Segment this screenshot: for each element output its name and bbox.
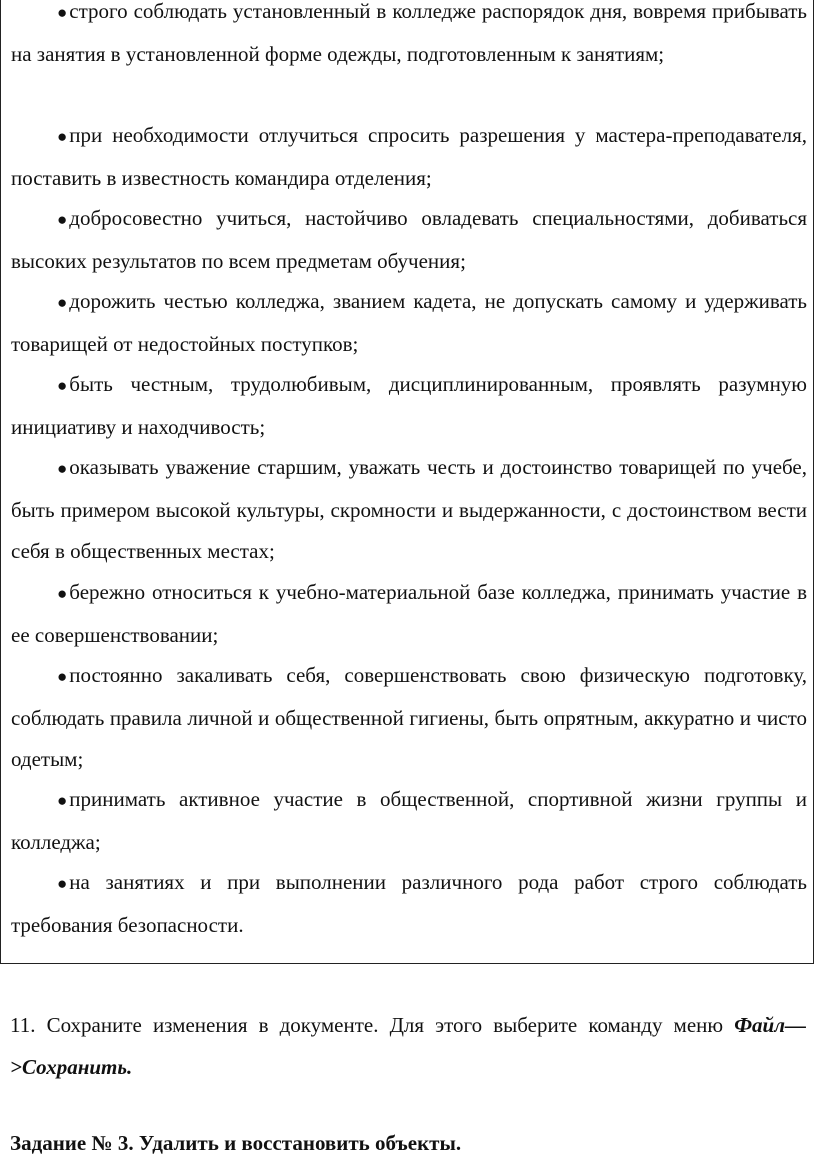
bullet-icon: ●: [57, 584, 68, 603]
rule-text: постоянно закаливать себя, совершенствовать свою физическую подготовку, соблюдать правила личной и общественной гигиены, быть опрятным, аккуратно и чисто одетым;: [11, 663, 807, 771]
list-item: [11, 281, 807, 365]
list-item: [11, 862, 807, 946]
bullet-icon: ●: [57, 210, 68, 229]
rule-text: принимать активное участие в общественной, спортивной жизни группы и колледжа;: [11, 787, 807, 854]
list-item: [11, 198, 807, 282]
list-item: [11, 655, 807, 781]
rule-text: быть честным, трудолюбивым, дисциплинированным, проявлять разумную инициативу и находчивость;: [11, 372, 807, 439]
menu-path: Файл—>Сохранить.: [10, 1013, 806, 1079]
rule-text: оказывать уважение старшим, уважать честь и достоинство товарищей по учебе, быть примером высокой культуры, скромности и выдержанности, с достоинством вести себя в общественных местах;: [11, 455, 807, 563]
bullet-icon: ●: [57, 3, 68, 22]
bullet-icon: ●: [57, 376, 68, 395]
task-heading: Задание № 3. Удалить и восстановить объекты.: [10, 1131, 462, 1155]
list-item: [11, 0, 807, 75]
instruction-paragraph: [10, 1005, 806, 1088]
bullet-icon: ●: [57, 874, 68, 893]
rule-text: строго соблюдать установленный в колледже распорядок дня, вовремя прибывать на занятия в установленной форме одежды, подготовленным к занятиям;: [11, 0, 807, 66]
list-item: [11, 364, 807, 448]
list-item: [11, 572, 807, 656]
list-item: [11, 779, 807, 863]
instruction-text: 11. Сохраните изменения в документе. Для этого выберите команду меню: [10, 1013, 735, 1037]
list-item: [11, 115, 807, 199]
bullet-icon: ●: [57, 127, 68, 146]
rule-text: при необходимости отлучиться спросить разрешения у мастера-преподавателя, поставить в известность командира отделения;: [11, 123, 807, 190]
bullet-icon: ●: [57, 667, 68, 686]
bullet-icon: ●: [57, 293, 68, 312]
bullet-icon: ●: [57, 459, 68, 478]
rule-text: добросовестно учиться, настойчиво овладевать специальностями, добиваться высоких результатов по всем предметам обучения;: [11, 206, 807, 273]
rule-text: на занятиях и при выполнении различного рода работ строго соблюдать требования безопасности.: [11, 870, 807, 937]
rule-text: дорожить честью колледжа, званием кадета, не допускать самому и удерживать товарищей от недостойных поступков;: [11, 289, 807, 356]
rule-text: бережно относиться к учебно-материальной базе колледжа, принимать участие в ее совершенствовании;: [11, 580, 807, 647]
list-item: [11, 447, 807, 573]
bullet-icon: ●: [57, 791, 68, 810]
